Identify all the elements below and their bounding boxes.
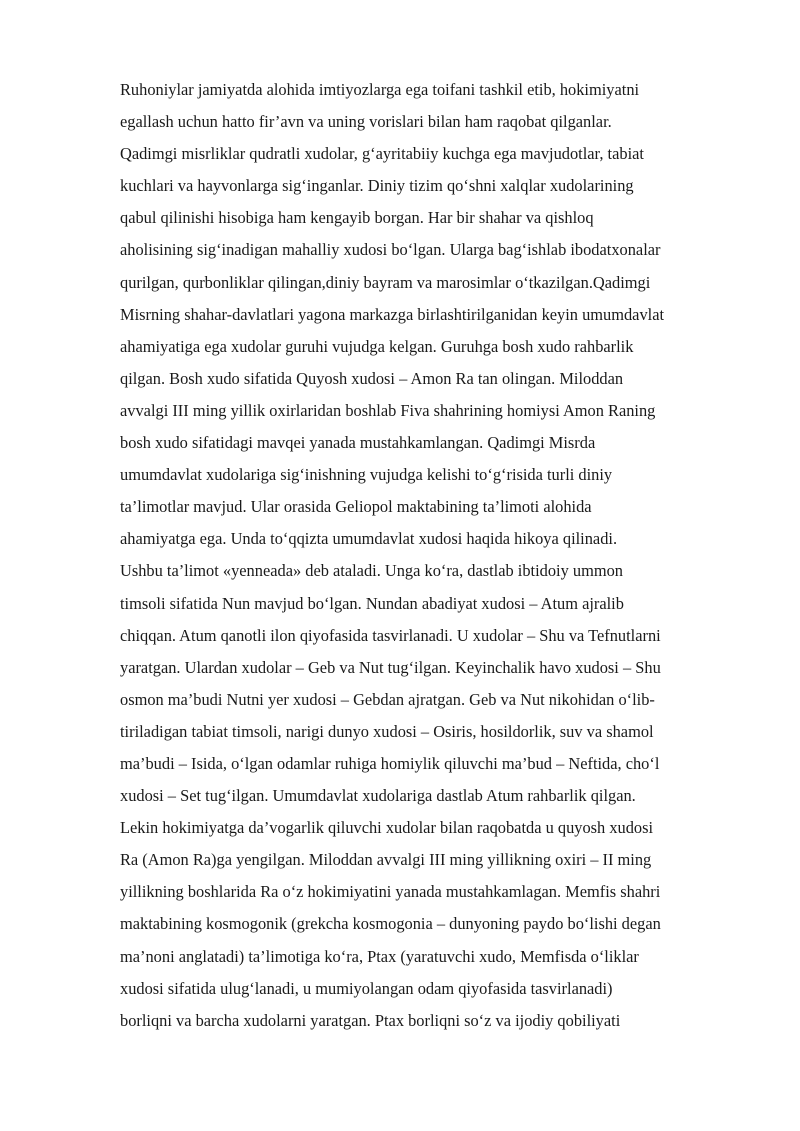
text-line: ma’budi – Isida, o‘lgan odamlar ruhiga homiylik qiluvchi ma’bud – Neftida, cho‘l [120,753,660,773]
text-line: kuchlari va hayvonlarga sig‘inganlar. Diniy tizim qo‘shni xalqlar xudolarining [120,176,634,196]
text-line: egallash uchun hatto fir’avn va uning vorislari bilan ham raqobat qilganlar. [120,112,612,132]
text-line: ahamiyatga ega. Unda to‘qqizta umumdavlat xudosi haqida hikoya qilinadi. [120,529,618,549]
text-line: Misrning shahar-davlatlari yagona markazga birlashtirilganidan keyin umumdavlat [120,304,665,324]
text-line: qabul qilinishi hisobiga ham kengayib borgan. Har bir shahar va qishloq [120,208,594,228]
text-line: bosh xudo sifatidagi mavqei yanada mustahkamlangan. Qadimgi Misrda [120,433,596,453]
text-line: yillikning boshlarida Ra o‘z hokimiyatini yanada mustahkamlagan. Memfis shahri [120,882,661,902]
text-line: ahamiyatiga ega xudolar guruhi vujudga kelgan. Guruhga bosh xudo rahbarlik [120,336,634,356]
text-line: xudosi – Set tug‘ilgan. Umumdavlat xudolariga dastlab Atum rahbarlik qilgan. [120,786,636,806]
text-line: osmon ma’budi Nutni yer xudosi – Gebdan ajratgan. Geb va Nut nikohidan o‘lib- [120,689,655,709]
text-line: yaratgan. Ulardan xudolar – Geb va Nut tug‘ilgan. Keyinchalik havo xudosi – Shu [120,657,661,677]
text-line: ta’limotlar mavjud. Ular orasida Geliopol maktabining ta’limoti alohida [120,497,592,517]
text-line: Ruhoniylar jamiyatda alohida imtiyozlarga ega toifani tashkil etib, hokimiyatni [120,80,640,99]
text-line: ma’noni anglatadi) ta’limotiga ko‘ra, Ptax (yaratuvchi xudo, Memfisda o‘liklar [120,946,639,966]
text-line: timsoli sifatida Nun mavjud bo‘lgan. Nundan abadiyat xudosi – Atum ajralib [120,593,624,613]
text-line: aholisining sig‘inadigan mahalliy xudosi bo‘lgan. Ularga bag‘ishlab ibodatxonalar [120,240,661,260]
text-line: Qadimgi misrliklar qudratli xudolar, g‘ayritabiiy kuchga ega mavjudotlar, tabiat [120,144,644,164]
text-line: Ushbu ta’limot «yenneada» deb ataladi. Unga ko‘ra, dastlab ibtidoiy ummon [120,561,623,581]
text-line: xudosi sifatida ulug‘lanadi, u mumiyolangan odam qiyofasida tasvirlanadi) [120,978,613,998]
text-line: chiqqan. Atum qanotli ilon qiyofasida tasvirlanadi. U xudolar – Shu va Tefnutlarni [120,625,661,645]
text-line: Lekin hokimiyatga da’vogarlik qiluvchi xudolar bilan raqobatda u quyosh xudosi [120,818,654,838]
text-line: tiriladigan tabiat timsoli, narigi dunyo xudosi – Osiris, hosildorlik, suv va shamol [120,721,654,741]
text-line: avvalgi III ming yillik oxirlaridan boshlab Fiva shahrining homiysi Amon Raning [120,400,656,420]
text-line: borliqni va barcha xudolarni yaratgan. Ptax borliqni so‘z va ijodiy qobiliyati [120,1010,621,1030]
text-line: umumdavlat xudolariga sig‘inishning vujudga kelishi to‘g‘risida turli diniy [120,465,613,485]
body-text [120,74,760,1037]
text-line: qilgan. Bosh xudo sifatida Quyosh xudosi – Amon Ra tan olingan. Miloddan [120,368,624,388]
text-line: qurilgan, qurbonliklar qilingan,diniy bayram va marosimlar o‘tkazilgan.Qadimgi [120,272,651,292]
text-line: maktabining kosmogonik (grekcha kosmogonia – dunyoning paydo bo‘lishi degan [120,914,661,934]
text-line: Ra (Amon Ra)ga yengilgan. Miloddan avvalgi III ming yillikning oxiri – II ming [120,850,652,870]
